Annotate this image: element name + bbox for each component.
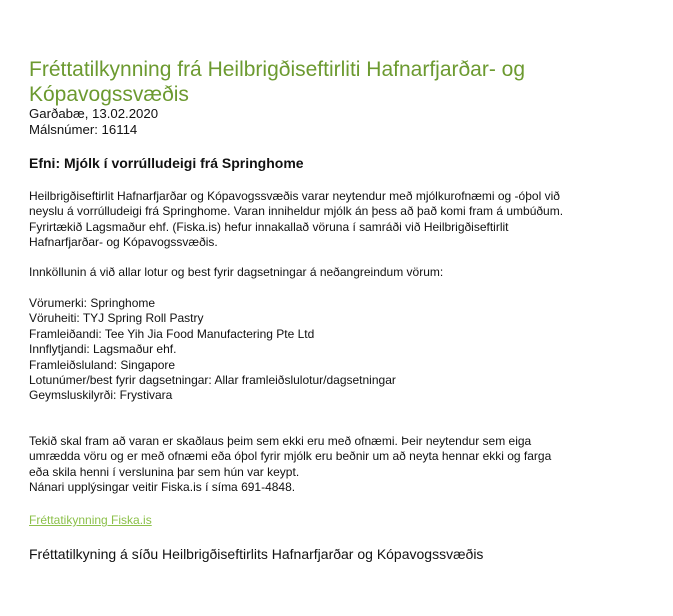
case-number: Málsnúmer: 16114 bbox=[29, 122, 138, 137]
detail-product-name: Vöruheiti: TYJ Spring Roll Pastry bbox=[29, 311, 204, 326]
detail-brand: Vörumerki: Springhome bbox=[29, 296, 156, 310]
text-line: Fyrirtækið Lagsmaður ehf. (Fiska.is) hefur innakallað vöruna í samráði við Heilbrigðiseftirlit bbox=[29, 219, 509, 234]
text-line: Tekið skal fram að varan er skaðlaus þeim sem ekki eru með ofnæmi. Þeir neytendur sem eiga bbox=[29, 434, 532, 448]
detail-lots: Lotunúmer/best fyrir dagsetningar: Allar framleiðslulotur/dagsetningar bbox=[29, 373, 396, 388]
detail-manufacturer: Framleiðandi: Tee Yih Jia Food Manufactering Pte Ltd bbox=[29, 326, 315, 341]
text-line: Nánari upplýsingar veitir Fiska.is í síma 691-4848. bbox=[29, 480, 296, 495]
subject-heading: Efni: Mjólk í vorrúlludeigi frá Springhome bbox=[29, 155, 304, 171]
text-line: Heilbrigðiseftirlit Hafnarfjarðar og Kópavogssvæðis varar neytendur með mjólkurofnæmi og -óþol við bbox=[29, 189, 560, 203]
product-details bbox=[29, 296, 396, 404]
advice-paragraph bbox=[29, 434, 551, 496]
page-title: Fréttatilkynning frá Heilbrigðiseftirliti Hafnarfjarðar- og Kópavogssvæðis bbox=[29, 58, 526, 106]
text-line: eða skila henni í verslunina þar sem hún var keypt. bbox=[29, 464, 300, 479]
fiska-press-release-link[interactable]: Fréttatikynning Fiska.is bbox=[29, 513, 152, 527]
text-line: umrædda vöru og er með ofnæmi eða óþol fyrir mjólk eru beðnir um að neyta hennar ekki og farga bbox=[29, 449, 552, 464]
recall-scope: Innköllunin á við allar lotur og best fyrir dagsetningar á neðangreindum vörum: bbox=[29, 265, 444, 279]
intro-paragraph bbox=[29, 189, 563, 251]
detail-country: Framleiðsluland: Singapore bbox=[29, 357, 176, 372]
footer-note: Fréttatilkyning á síðu Heilbrigðiseftirlits Hafnarfjarðar og Kópavogssvæðis bbox=[29, 546, 484, 562]
text-line: Hafnarfjarðar- og Kópavogssvæðis. bbox=[29, 235, 218, 250]
detail-importer: Innflytjandi: Lagsmaður ehf. bbox=[29, 342, 177, 357]
place-date: Garðabæ, 13.02.2020 bbox=[29, 106, 159, 121]
text-line: neyslu á vorrúlludeigi frá Springhome. Varan inniheldur mjólk án þess að það komi fram á umbúðum. bbox=[29, 204, 564, 219]
document-meta bbox=[29, 106, 158, 138]
detail-storage: Geymsluskilyrði: Frystivara bbox=[29, 388, 173, 403]
